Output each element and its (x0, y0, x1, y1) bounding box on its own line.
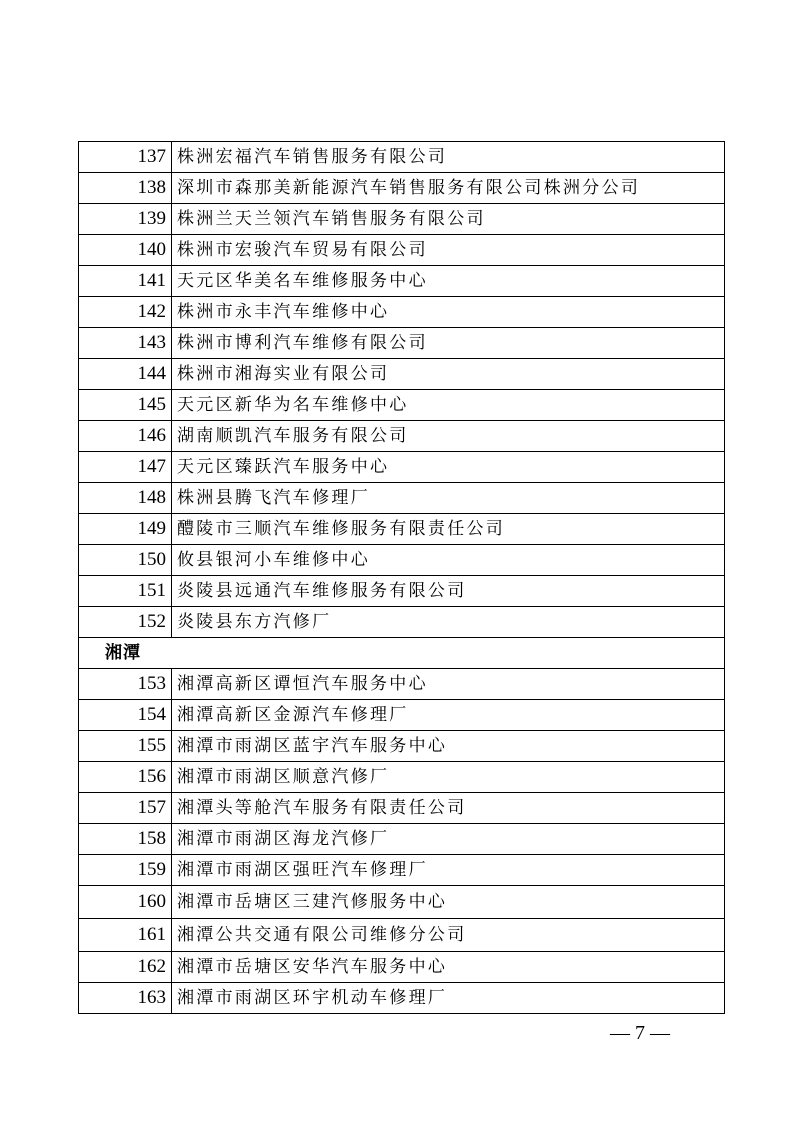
table-row (79, 793, 725, 824)
row-number: 137 (79, 142, 172, 173)
row-number: 150 (79, 545, 172, 576)
row-number: 138 (79, 173, 172, 204)
row-number: 162 (79, 952, 172, 983)
row-number: 143 (79, 328, 172, 359)
table-row (79, 266, 725, 297)
table-row (79, 142, 725, 173)
table-row (79, 731, 725, 762)
row-number: 153 (79, 669, 172, 700)
table-row (79, 204, 725, 235)
row-number: 154 (79, 700, 172, 731)
company-name: 天元区新华为名车维修中心 (172, 390, 725, 421)
row-number: 160 (79, 886, 172, 919)
company-name: 湘潭头等舱汽车服务有限责任公司 (172, 793, 725, 824)
company-name: 湘潭市雨湖区海龙汽修厂 (172, 824, 725, 855)
row-number: 140 (79, 235, 172, 266)
company-name: 湘潭高新区谭恒汽车服务中心 (172, 669, 725, 700)
row-number: 151 (79, 576, 172, 607)
table-row (79, 886, 725, 919)
table-row (79, 421, 725, 452)
row-number: 156 (79, 762, 172, 793)
company-name: 湘潭高新区金源汽车修理厂 (172, 700, 725, 731)
company-name: 醴陵市三顺汽车维修服务有限责任公司 (172, 514, 725, 545)
table-row (79, 452, 725, 483)
table-row (79, 855, 725, 886)
company-name: 株洲宏福汽车销售服务有限公司 (172, 142, 725, 173)
company-name: 株洲县腾飞汽车修理厂 (172, 483, 725, 514)
page-number: — 7 — (610, 1022, 670, 1044)
table-row (79, 328, 725, 359)
row-number: 148 (79, 483, 172, 514)
table-row (79, 700, 725, 731)
row-number: 161 (79, 919, 172, 952)
company-name: 湘潭市雨湖区强旺汽车修理厂 (172, 855, 725, 886)
company-name: 株洲兰天兰领汽车销售服务有限公司 (172, 204, 725, 235)
region-heading: 湘潭 (79, 638, 725, 669)
table-row (79, 545, 725, 576)
table-row (79, 762, 725, 793)
repair-shop-table (78, 141, 725, 1014)
company-name: 天元区臻跃汽车服务中心 (172, 452, 725, 483)
company-name: 天元区华美名车维修服务中心 (172, 266, 725, 297)
company-name: 株洲市湘海实业有限公司 (172, 359, 725, 390)
row-number: 139 (79, 204, 172, 235)
table-row (79, 607, 725, 638)
row-number: 142 (79, 297, 172, 328)
company-name: 深圳市森那美新能源汽车销售服务有限公司株洲分公司 (172, 173, 725, 204)
row-number: 147 (79, 452, 172, 483)
company-name: 湘潭市雨湖区环宇机动车修理厂 (172, 983, 725, 1014)
company-name: 攸县银河小车维修中心 (172, 545, 725, 576)
company-name: 炎陵县远通汽车维修服务有限公司 (172, 576, 725, 607)
table-row (79, 983, 725, 1014)
table-row (79, 173, 725, 204)
company-name: 炎陵县东方汽修厂 (172, 607, 725, 638)
table-row (79, 359, 725, 390)
company-name: 湘潭市雨湖区顺意汽修厂 (172, 762, 725, 793)
table-row (79, 669, 725, 700)
table-row (79, 952, 725, 983)
row-number: 141 (79, 266, 172, 297)
table-row (79, 576, 725, 607)
table-row (79, 390, 725, 421)
row-number: 152 (79, 607, 172, 638)
table-row (79, 235, 725, 266)
company-name: 株洲市博利汽车维修有限公司 (172, 328, 725, 359)
table-row (79, 514, 725, 545)
row-number: 157 (79, 793, 172, 824)
row-number: 159 (79, 855, 172, 886)
company-name: 湘潭市雨湖区蓝宇汽车服务中心 (172, 731, 725, 762)
row-number: 144 (79, 359, 172, 390)
row-number: 158 (79, 824, 172, 855)
table-row (79, 824, 725, 855)
company-name: 湘潭公共交通有限公司维修分公司 (172, 919, 725, 952)
table-row (79, 483, 725, 514)
company-name: 湘潭市岳塘区安华汽车服务中心 (172, 952, 725, 983)
row-number: 149 (79, 514, 172, 545)
region-header-row (79, 638, 725, 669)
row-number: 155 (79, 731, 172, 762)
company-name: 湘潭市岳塘区三建汽修服务中心 (172, 886, 725, 919)
row-number: 145 (79, 390, 172, 421)
company-name: 湖南顺凯汽车服务有限公司 (172, 421, 725, 452)
company-name: 株洲市宏骏汽车贸易有限公司 (172, 235, 725, 266)
row-number: 146 (79, 421, 172, 452)
company-name: 株洲市永丰汽车维修中心 (172, 297, 725, 328)
table-body (79, 142, 725, 1014)
row-number: 163 (79, 983, 172, 1014)
table-row (79, 919, 725, 952)
table-row (79, 297, 725, 328)
